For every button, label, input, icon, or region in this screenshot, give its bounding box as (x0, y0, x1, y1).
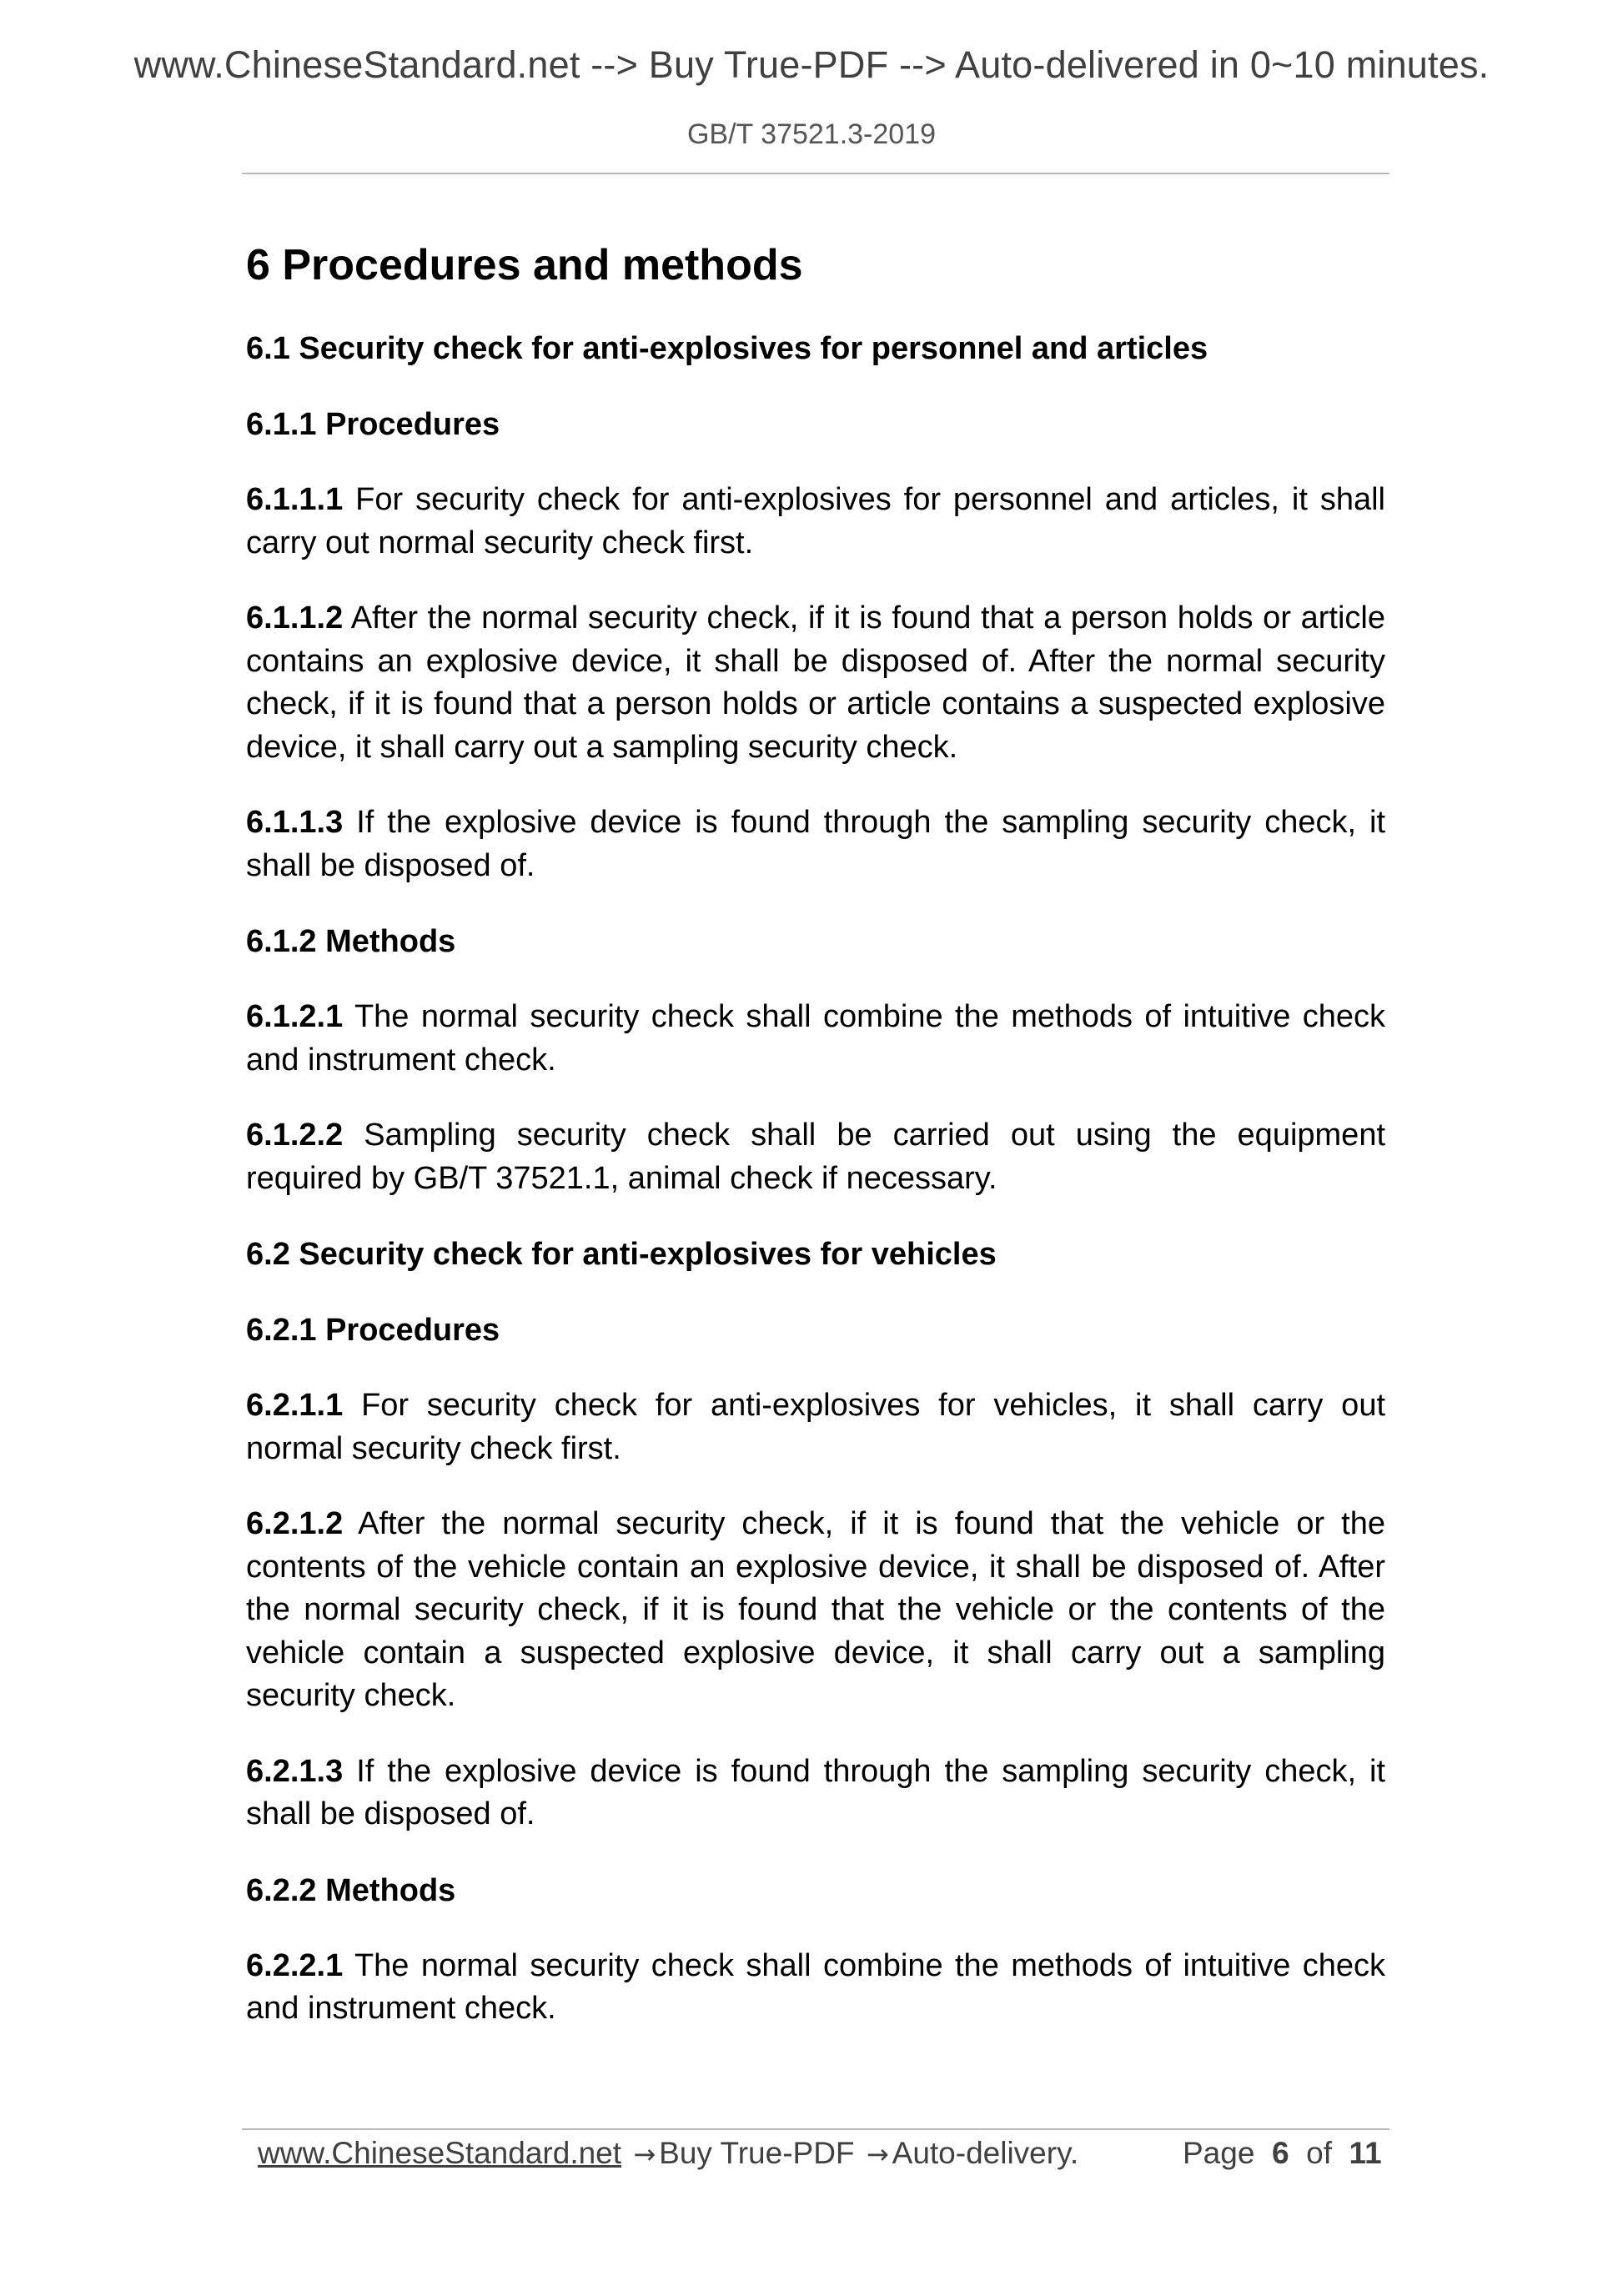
clause-text: The normal security check shall combine the methods of intuitive check and instrument check. (246, 999, 1386, 1078)
section-heading-6-1-2: 6.1.2 Methods (246, 924, 456, 959)
footer-buy-text: Buy True-PDF (659, 2136, 855, 2170)
section-heading-6-2: 6.2 Security check for anti-explosives for vehicles (246, 1237, 997, 1272)
clause-number: 6.2.1.1 (246, 1388, 344, 1423)
section-heading-6-2-2: 6.2.2 Methods (246, 1872, 456, 1908)
page-label: Page (1183, 2136, 1255, 2170)
page-indicator (1183, 2134, 1382, 2173)
clause-6-2-2-1 (246, 1945, 1385, 2031)
clause-text: After the normal security check, if it is found that the vehicle or the contents of the vehicle contain an explosive device, it shall be disposed of. After the normal security check, if it is found that the vehicle or the contents of the vehicle contain a suspected explosive device, it shall carry out a sampling security check. (246, 1506, 1385, 1713)
clause-text: For security check for anti-explosives for vehicles, it shall carry out normal security check first. (246, 1388, 1386, 1466)
clause-6-1-2-1 (246, 996, 1385, 1082)
header-divider (242, 173, 1389, 174)
clause-number: 6.1.2.2 (246, 1118, 344, 1153)
clause-number: 6.2.1.2 (246, 1506, 344, 1541)
clause-text: For security check for anti-explosives for personnel and articles, it shall carry out normal security check first. (246, 482, 1385, 560)
clause-number: 6.1.1.3 (246, 805, 344, 840)
section-heading-6-1-1: 6.1.1 Procedures (246, 407, 500, 442)
arrow-right-icon: → (633, 2138, 656, 2170)
footer-promo (258, 2134, 1078, 2173)
clause-6-1-2-2 (246, 1114, 1385, 1200)
current-page-number: 6 (1271, 2136, 1289, 2170)
document-body (246, 237, 1385, 2063)
clause-6-1-1-3 (246, 801, 1385, 887)
arrow-right-icon: → (866, 2138, 889, 2170)
top-banner: www.ChineseStandard.net --> Buy True-PDF --> Auto-delivered in 0~10 minutes. (133, 43, 1490, 86)
clause-text: Sampling security check shall be carried out using the equipment required by GB/T 37521.1, animal check if necessary. (246, 1118, 1386, 1196)
footer-delivery-text: Auto-delivery. (892, 2136, 1079, 2170)
footer-divider (242, 2128, 1389, 2130)
clause-text: If the explosive device is found through the sampling security check, it shall be disposed of. (246, 805, 1385, 883)
footer-site-link[interactable]: www.ChineseStandard.net (258, 2136, 622, 2170)
section-heading-6-2-1: 6.2.1 Procedures (246, 1313, 500, 1348)
section-heading-6: 6 Procedures and methods (246, 241, 803, 289)
clause-number: 6.2.1.3 (246, 1753, 344, 1789)
clause-6-2-1-3 (246, 1751, 1385, 1836)
clause-6-2-1-1 (246, 1384, 1385, 1470)
clause-6-2-1-2 (246, 1503, 1385, 1718)
clause-number: 6.1.1.2 (246, 600, 344, 636)
clause-number: 6.2.2.1 (246, 1947, 344, 1983)
clause-number: 6.1.1.1 (246, 482, 344, 517)
clause-text: After the normal security check, if it is found that a person holds or article contains an explosive device, it shall be disposed of. After the normal security check, if it is found that a person holds or article contains a suspected explosive device, it shall carry out a sampling security check. (246, 600, 1385, 765)
clause-text: The normal security check shall combine the methods of intuitive check and instrument check. (246, 1947, 1386, 2026)
clause-text: If the explosive device is found through the sampling security check, it shall be disposed of. (246, 1753, 1385, 1831)
standard-code: GB/T 37521.3-2019 (686, 118, 937, 150)
clause-6-1-1-1 (246, 479, 1385, 565)
total-page-number: 11 (1349, 2136, 1382, 2170)
of-label: of (1306, 2136, 1332, 2170)
section-heading-6-1: 6.1 Security check for anti-explosives for personnel and articles (246, 331, 1208, 366)
clause-6-1-1-2 (246, 597, 1385, 769)
clause-number: 6.1.2.1 (246, 999, 344, 1034)
